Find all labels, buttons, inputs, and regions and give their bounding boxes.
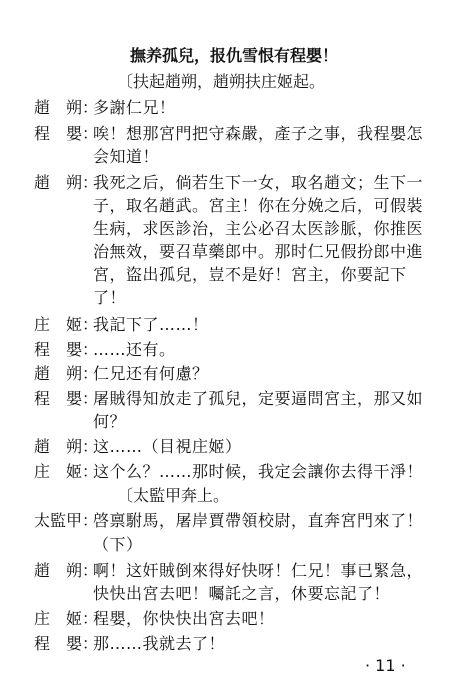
stage-direction: 〔太監甲奔上。 xyxy=(117,486,230,505)
speaker-label: 程 嬰： xyxy=(34,340,99,359)
speaker-label: 庄 姬： xyxy=(34,315,99,334)
dialogue-line: 快快出宮去吧！囑託之言，休要忘記了！ xyxy=(93,584,391,603)
dialogue-line: 我死之后，倘若生下一女，取名趙文；生下一 xyxy=(93,173,424,192)
speaker-label: 程 嬰： xyxy=(34,124,99,143)
dialogue-line: 啊！这奸賊倒來得好快呀！仁兄！事已緊急， xyxy=(93,561,424,580)
speaker-label: 趙 朔： xyxy=(34,173,99,192)
speaker-label: 趙 朔： xyxy=(34,561,99,580)
dialogue-line: 这……（目視庄姬） xyxy=(93,437,242,456)
page-number: · 11 · xyxy=(365,656,406,675)
dialogue-line: ……还有。 xyxy=(93,340,176,359)
dialogue-line: 我記下了……！ xyxy=(93,315,209,334)
dialogue-line: 多謝仁兄！ xyxy=(93,98,176,117)
dialogue-line: 子，取名趙武。宮主！你在分娩之后，可假裝 xyxy=(93,196,424,215)
speaker-label: 程 嬰： xyxy=(34,634,99,653)
dialogue-line: 何？ xyxy=(93,412,127,431)
dialogue-line: 程嬰，你快快出宮去吧！ xyxy=(93,609,275,628)
speaker-label: 趙 朔： xyxy=(34,437,99,456)
dialogue-line: 那……我就去了！ xyxy=(93,634,226,653)
dialogue-line: 啓禀駙馬，屠岸賈帶領校尉，直奔宮門來了！ xyxy=(93,511,424,530)
dialogue-line: 了！ xyxy=(93,288,127,307)
dialogue-line: 仁兄还有何慮？ xyxy=(93,364,209,383)
section-heading: 撫养孤兒，报仇雪恨有程嬰！ xyxy=(130,46,339,65)
stage-direction: （下） xyxy=(93,535,143,554)
dialogue-line: 生病，求医診治，主公必召太医診脈，你推医 xyxy=(93,219,424,238)
speaker-label: 太監甲： xyxy=(34,511,99,530)
dialogue-line: 会知道！ xyxy=(93,147,160,166)
speaker-label: 程 嬰： xyxy=(34,389,99,408)
speaker-label: 庄 姬： xyxy=(34,462,99,481)
dialogue-line: 宮，盜出孤兒，豈不是好！宮主，你要記下 xyxy=(93,265,407,284)
dialogue-line: 治無效，要召草藥郎中。那时仁兄假扮郎中進 xyxy=(93,242,424,261)
stage-direction: 〔扶起趙朔，趙朔扶庄姬起。 xyxy=(117,72,326,91)
speaker-label: 庄 姬： xyxy=(34,609,99,628)
dialogue-line: 屠賊得知放走了孤兒，定要逼問宮主，那又如 xyxy=(93,389,424,408)
speaker-label: 趙 朔： xyxy=(34,98,99,117)
dialogue-line: 唉！想那宮門把守森嚴，產子之事，我程嬰怎 xyxy=(93,124,424,143)
dialogue-line: 这个么？……那时候，我定会讓你去得干淨！ xyxy=(93,462,424,481)
speaker-label: 趙 朔： xyxy=(34,364,99,383)
